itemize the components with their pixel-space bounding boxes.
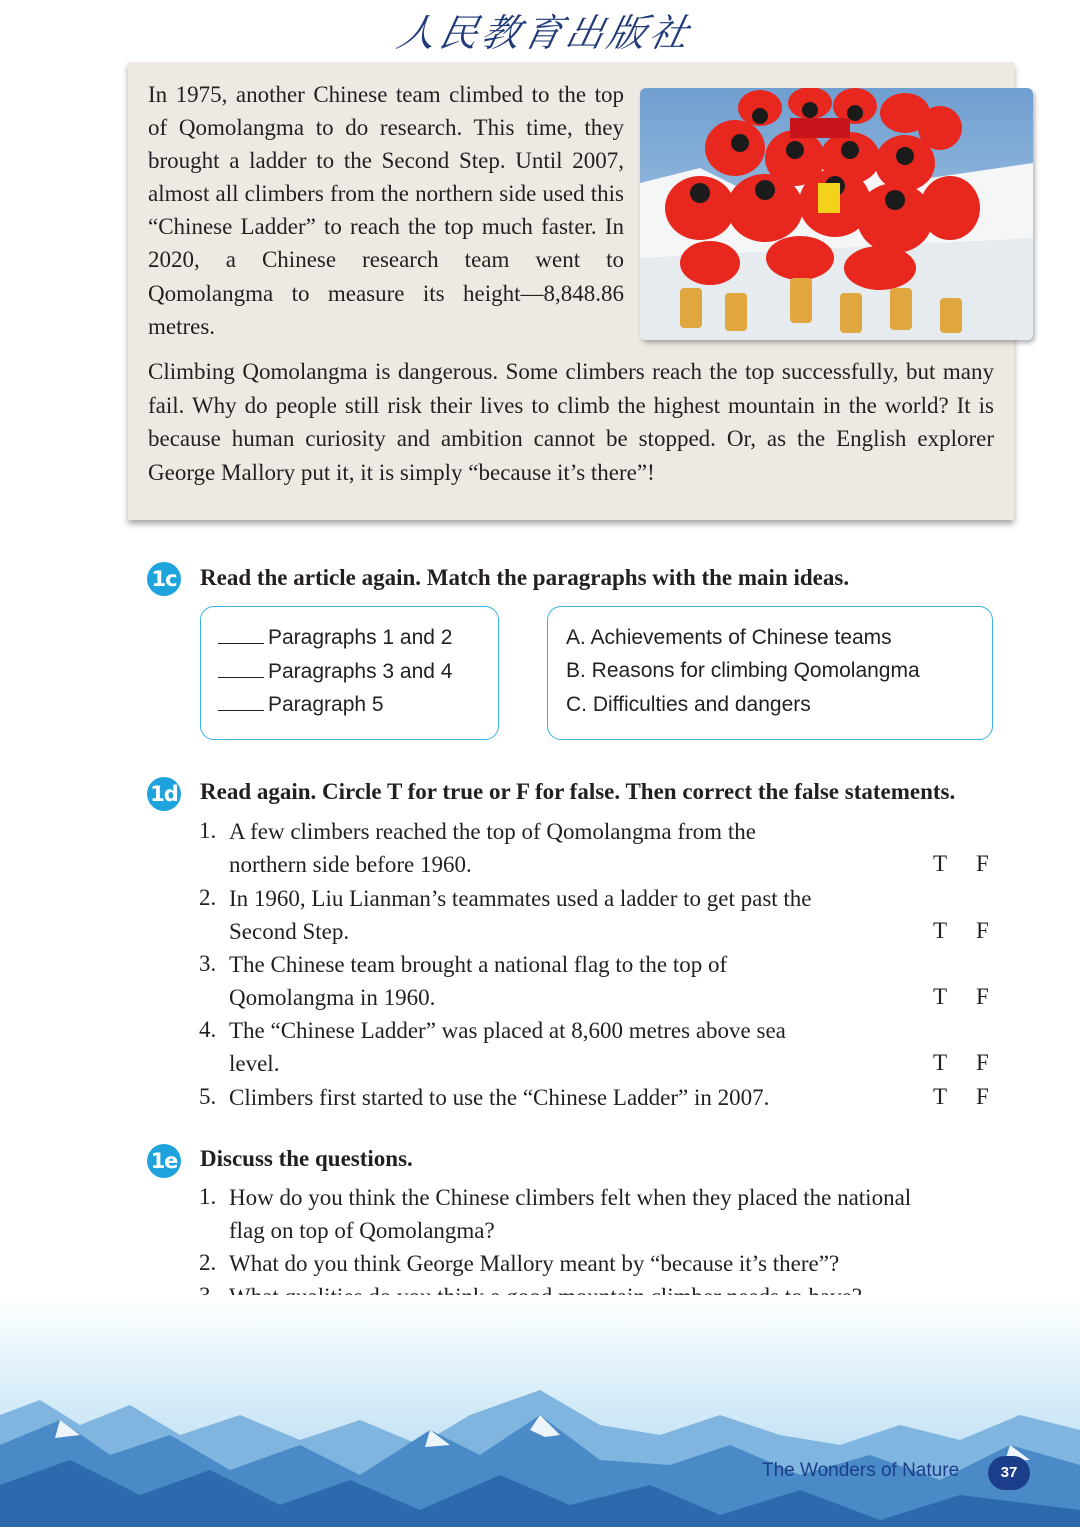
publisher-logo: 人民教育出版社 bbox=[393, 11, 697, 55]
answer-blank[interactable] bbox=[218, 629, 264, 644]
question-text-cont: flag on top of Qomolangma? bbox=[229, 1218, 495, 1243]
statement-text-cont: Qomolangma in 1960. bbox=[229, 985, 436, 1010]
statement-text-cont: Second Step. bbox=[229, 919, 350, 944]
statement-text-cont: northern side before 1960. bbox=[229, 852, 472, 877]
statement-number: 3. bbox=[199, 951, 217, 976]
statement-number: 1. bbox=[199, 818, 217, 843]
true-option[interactable]: T bbox=[933, 918, 948, 943]
statement-text: A few climbers reached the top of Qomolangma from the bbox=[229, 819, 756, 844]
question-text: What do you think George Mallory meant by “because it’s there”? bbox=[229, 1251, 840, 1276]
exercise-1e-instruction: Discuss the questions. bbox=[200, 1146, 413, 1171]
false-option[interactable]: F bbox=[976, 918, 989, 943]
main-ideas-box bbox=[547, 606, 993, 740]
article-paragraph-1: In 1975, another Chinese team climbed to the top of Qomolangma to do research. This time, they brought a ladder to the Second Step. Until 2007, almost all climbers from the northern side used this “Chinese Ladder” to reach the top much faster. In 2020, a Chinese research team went to Qomolangma to measure its height—8,848.86 metres. bbox=[148, 82, 624, 339]
climbers-photo-illustration bbox=[640, 88, 1033, 340]
exercise-1c-instruction: Read the article again. Match the paragraphs with the main ideas. bbox=[200, 565, 850, 590]
climbers-summit-photo bbox=[640, 88, 1033, 340]
statement-number: 2. bbox=[199, 885, 217, 910]
match-item-label: Paragraphs 3 and 4 bbox=[268, 660, 453, 683]
article-paragraph-2: Climbing Qomolangma is dangerous. Some climbers reach the top successfully, but many fail. Why do people still risk their lives to climb the highest mountain in the world? It is because human curiosity and ambition cannot be stopped. Or, as the English explorer George Mallory put it, it is simply “because it’s there”! bbox=[148, 359, 994, 485]
question-text: How do you think the Chinese climbers felt when they placed the national bbox=[229, 1185, 912, 1210]
match-item-3 bbox=[218, 693, 384, 717]
statement-text: Climbers first started to use the “Chinese Ladder” in 2007. bbox=[229, 1085, 770, 1110]
false-option[interactable]: F bbox=[976, 1084, 989, 1109]
statement-text: The Chinese team brought a national flag to the top of bbox=[229, 952, 728, 977]
answer-blank[interactable] bbox=[218, 663, 264, 678]
match-item-2 bbox=[218, 660, 452, 684]
statement-number: 5. bbox=[199, 1084, 217, 1109]
true-option[interactable]: T bbox=[933, 1050, 948, 1075]
false-option[interactable]: F bbox=[976, 851, 989, 876]
statement-number: 4. bbox=[199, 1017, 217, 1042]
paragraphs-box bbox=[200, 606, 499, 740]
statement-text-cont: level. bbox=[229, 1051, 280, 1076]
answer-blank[interactable] bbox=[218, 696, 264, 711]
statement-text: The “Chinese Ladder” was placed at 8,600 metres above sea bbox=[229, 1018, 786, 1043]
main-idea-c: C. Difficulties and dangers bbox=[566, 693, 811, 716]
exercise-1d-badge: 1d bbox=[147, 777, 181, 811]
main-idea-a: A. Achievements of Chinese teams bbox=[566, 626, 892, 649]
true-option[interactable]: T bbox=[933, 1084, 948, 1109]
match-item-1 bbox=[218, 626, 452, 650]
match-item-label: Paragraph 5 bbox=[268, 693, 384, 716]
exercise-1e-badge: 1e bbox=[147, 1144, 181, 1178]
true-option[interactable]: T bbox=[933, 984, 948, 1009]
match-item-label: Paragraphs 1 and 2 bbox=[268, 626, 453, 649]
exercise-1c-badge: 1c bbox=[147, 562, 181, 596]
false-option[interactable]: F bbox=[976, 1050, 989, 1075]
unit-title: The Wonders of Nature bbox=[762, 1460, 960, 1481]
page-number: 37 bbox=[988, 1456, 1030, 1490]
question-number: 2. bbox=[199, 1250, 217, 1275]
true-option[interactable]: T bbox=[933, 851, 948, 876]
main-idea-b: B. Reasons for climbing Qomolangma bbox=[566, 659, 920, 682]
statement-text: In 1960, Liu Lianman’s teammates used a ladder to get past the bbox=[229, 886, 812, 911]
question-number: 1. bbox=[199, 1184, 217, 1209]
mountain-footer-illustration bbox=[0, 1295, 1080, 1527]
exercise-1d-instruction: Read again. Circle T for true or F for false. Then correct the false statements. bbox=[200, 779, 956, 804]
false-option[interactable]: F bbox=[976, 984, 989, 1009]
article-panel bbox=[128, 62, 1014, 520]
